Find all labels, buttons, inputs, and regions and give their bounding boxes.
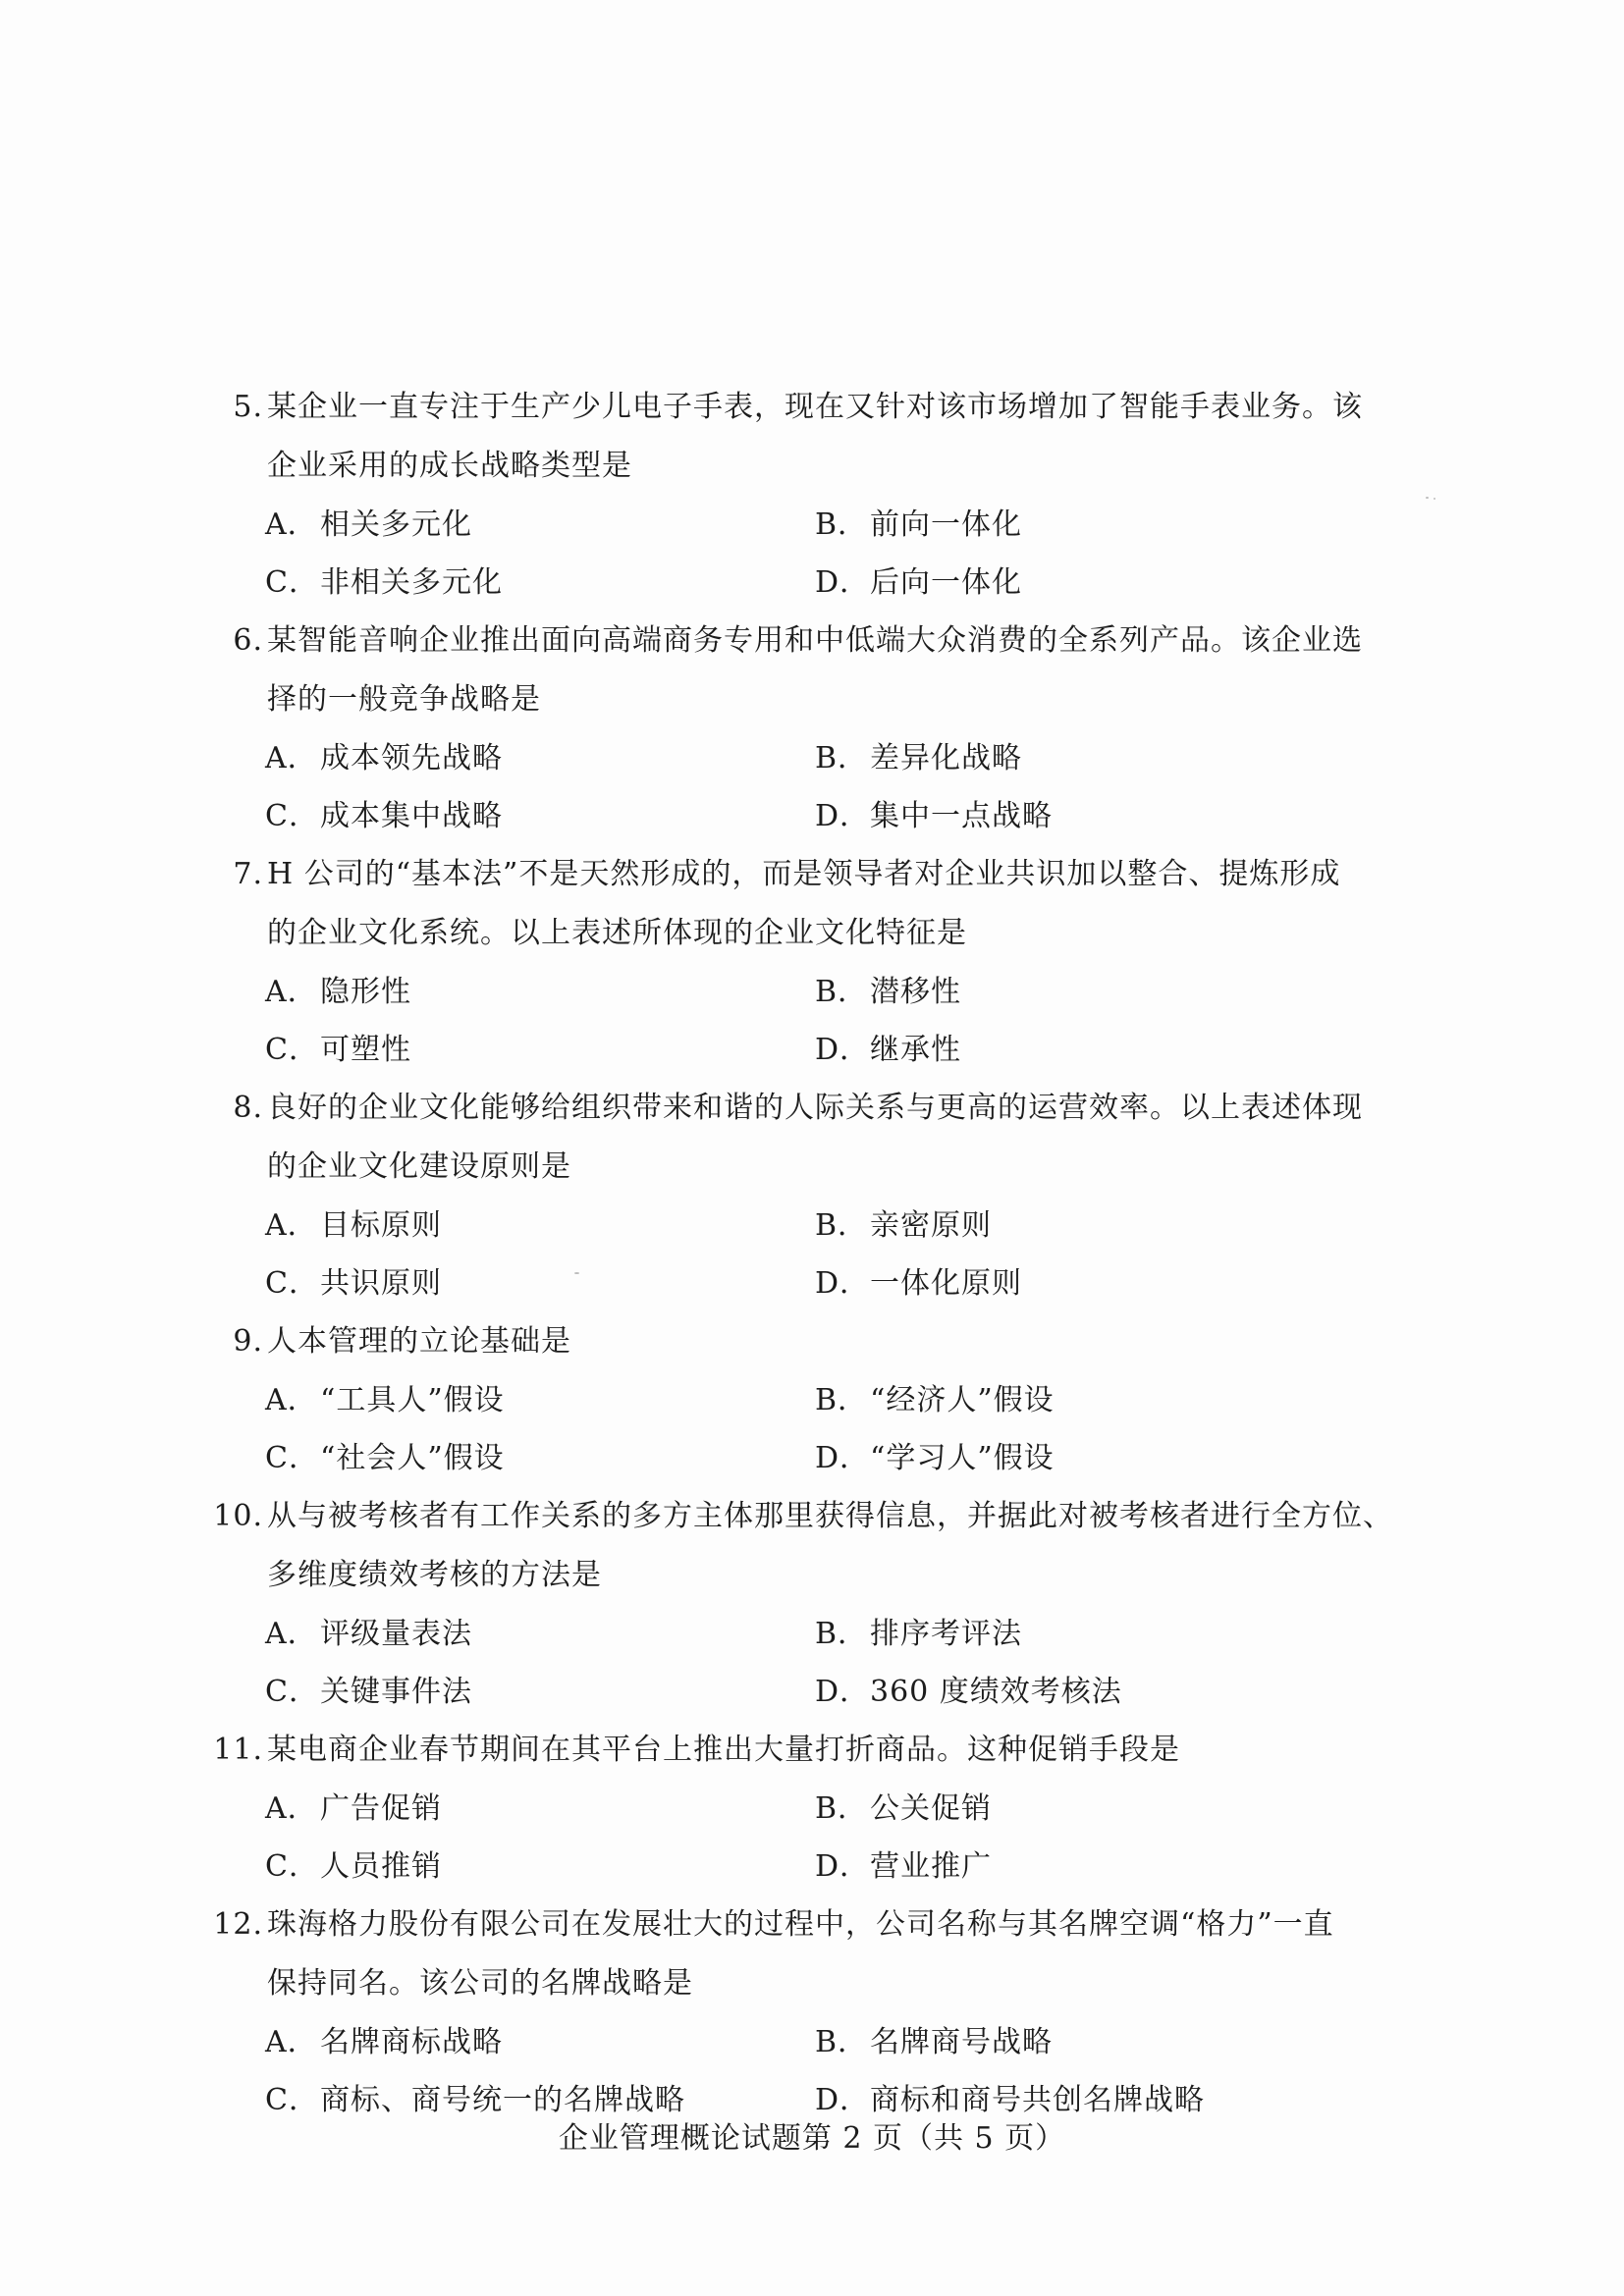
option-a: A．成本领先战略 [265,741,503,775]
option-b: B．公关促销 [815,1791,992,1826]
question-text-continued: 企业采用的成长战略类型是 [267,449,632,483]
question-number: 11. [213,1733,263,1767]
option-b: B．亲密原则 [815,1208,992,1243]
option-a: A．名牌商标战略 [265,2025,503,2059]
option-b: B．差异化战略 [815,741,1022,775]
question-5 [206,378,1384,612]
question-text-continued: 保持同名。该公司的名牌战略是 [267,1966,693,2001]
option-d: D．商标和商号共创名牌战略 [815,2083,1205,2117]
option-a: A．“工具人”假设 [265,1383,505,1417]
question-number: 12. [213,1907,263,1942]
question-text: 某企业一直专注于生产少儿电子手表，现在又针对该市场增加了智能手表业务。该 [267,390,1363,424]
option-b: B．前向一体化 [815,507,1022,542]
question-6 [206,612,1384,845]
question-text: 良好的企业文化能够给组织带来和谐的人际关系与更高的运营效率。以上表述体现 [267,1091,1363,1125]
question-text: 从与被考核者有工作关系的多方主体那里获得信息，并据此对被考核者进行全方位、 [267,1499,1393,1533]
question-10 [206,1487,1393,1721]
scan-speck [1434,498,1435,500]
question-text: 人本管理的立论基础是 [267,1324,571,1359]
option-b: B．排序考评法 [815,1617,1022,1651]
option-c: C．共识原则 [265,1266,442,1301]
question-number: 10. [213,1499,263,1533]
option-a: A．广告促销 [265,1791,442,1826]
question-text-continued: 的企业文化系统。以上表述所体现的企业文化特征是 [267,916,967,950]
option-c: C．非相关多元化 [265,565,503,600]
question-number: 5. [233,390,263,424]
option-c: C．关键事件法 [265,1675,472,1709]
option-c: C．可塑性 [265,1033,411,1067]
option-c: C．成本集中战略 [265,799,503,833]
option-a: A．隐形性 [265,975,411,1009]
option-d: D．“学习人”假设 [815,1441,1055,1475]
question-number: 7. [233,857,263,891]
option-c: C．“社会人”假设 [265,1441,505,1475]
option-a: A．目标原则 [265,1208,442,1243]
scan-speck [574,1272,579,1274]
option-d: D．一体化原则 [815,1266,1022,1301]
question-number: 8. [233,1091,263,1125]
question-text-continued: 择的一般竞争战略是 [267,682,541,717]
question-text: 某电商企业春节期间在其平台上推出大量打折商品。这种促销手段是 [267,1733,1180,1767]
question-11 [206,1721,1384,1896]
option-d: D．营业推广 [815,1849,992,1884]
question-list [206,378,1393,2129]
question-text: 某智能音响企业推出面向高端商务专用和中低端大众消费的全系列产品。该企业选 [267,623,1363,658]
question-text-continued: 多维度绩效考核的方法是 [267,1558,602,1592]
question-7 [206,845,1384,1079]
option-c: C．人员推销 [265,1849,442,1884]
question-9 [206,1312,1384,1487]
option-b: B．名牌商号战略 [815,2025,1053,2059]
question-8 [206,1079,1384,1312]
question-text: 珠海格力股份有限公司在发展壮大的过程中，公司名称与其名牌空调“格力”一直 [267,1907,1334,1942]
option-a: A．评级量表法 [265,1617,472,1651]
option-a: A．相关多元化 [265,507,472,542]
question-text: H 公司的“基本法”不是天然形成的，而是领导者对企业共识加以整合、提炼形成 [267,857,1341,891]
scan-speck [1426,497,1429,499]
option-d: D．后向一体化 [815,565,1022,600]
option-d: D．360 度绩效考核法 [815,1675,1122,1709]
option-b: B．“经济人”假设 [815,1383,1055,1417]
question-12 [206,1896,1384,2129]
question-text-continued: 的企业文化建设原则是 [267,1149,571,1184]
question-number: 9. [233,1324,263,1359]
option-d: D．集中一点战略 [815,799,1053,833]
option-c: C．商标、商号统一的名牌战略 [265,2083,685,2117]
option-b: B．潜移性 [815,975,961,1009]
page-footer: 企业管理概论试题第 2 页（共 5 页） [558,2121,1066,2156]
option-d: D．继承性 [815,1033,961,1067]
question-number: 6. [233,623,263,658]
